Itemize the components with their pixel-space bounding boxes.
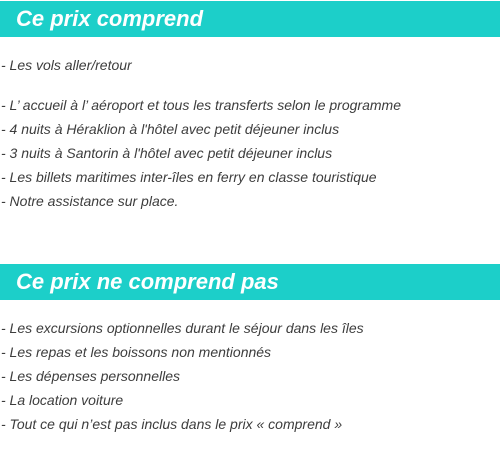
list-item: - Les vols aller/retour <box>1 57 132 73</box>
list-item: - L’ accueil à l’ aéroport et tous les transferts selon le programme <box>1 97 401 113</box>
list-item: - Les excursions optionnelles durant le séjour dans les îles <box>1 320 364 336</box>
list-item: - La location voiture <box>1 392 124 408</box>
list-item: - 3 nuits à Santorin à l'hôtel avec petit déjeuner inclus <box>1 145 333 161</box>
list-item: - 4 nuits à Héraklion à l'hôtel avec petit déjeuner inclus <box>1 121 340 137</box>
included-section-title: Ce prix comprend <box>0 1 500 37</box>
excluded-list <box>0 316 500 436</box>
list-item: - Notre assistance sur place. <box>1 193 179 209</box>
list-item: - Les dépenses personnelles <box>1 368 181 384</box>
list-item: - Les billets maritimes inter-îles en ferry en classe touristique <box>1 169 377 185</box>
included-list-intro <box>0 53 500 77</box>
list-item: - Les repas et les boissons non mentionnés <box>1 344 272 360</box>
list-item: - Tout ce qui n’est pas inclus dans le prix « comprend » <box>1 416 343 432</box>
included-list <box>0 93 500 213</box>
excluded-section-title: Ce prix ne comprend pas <box>0 264 500 300</box>
